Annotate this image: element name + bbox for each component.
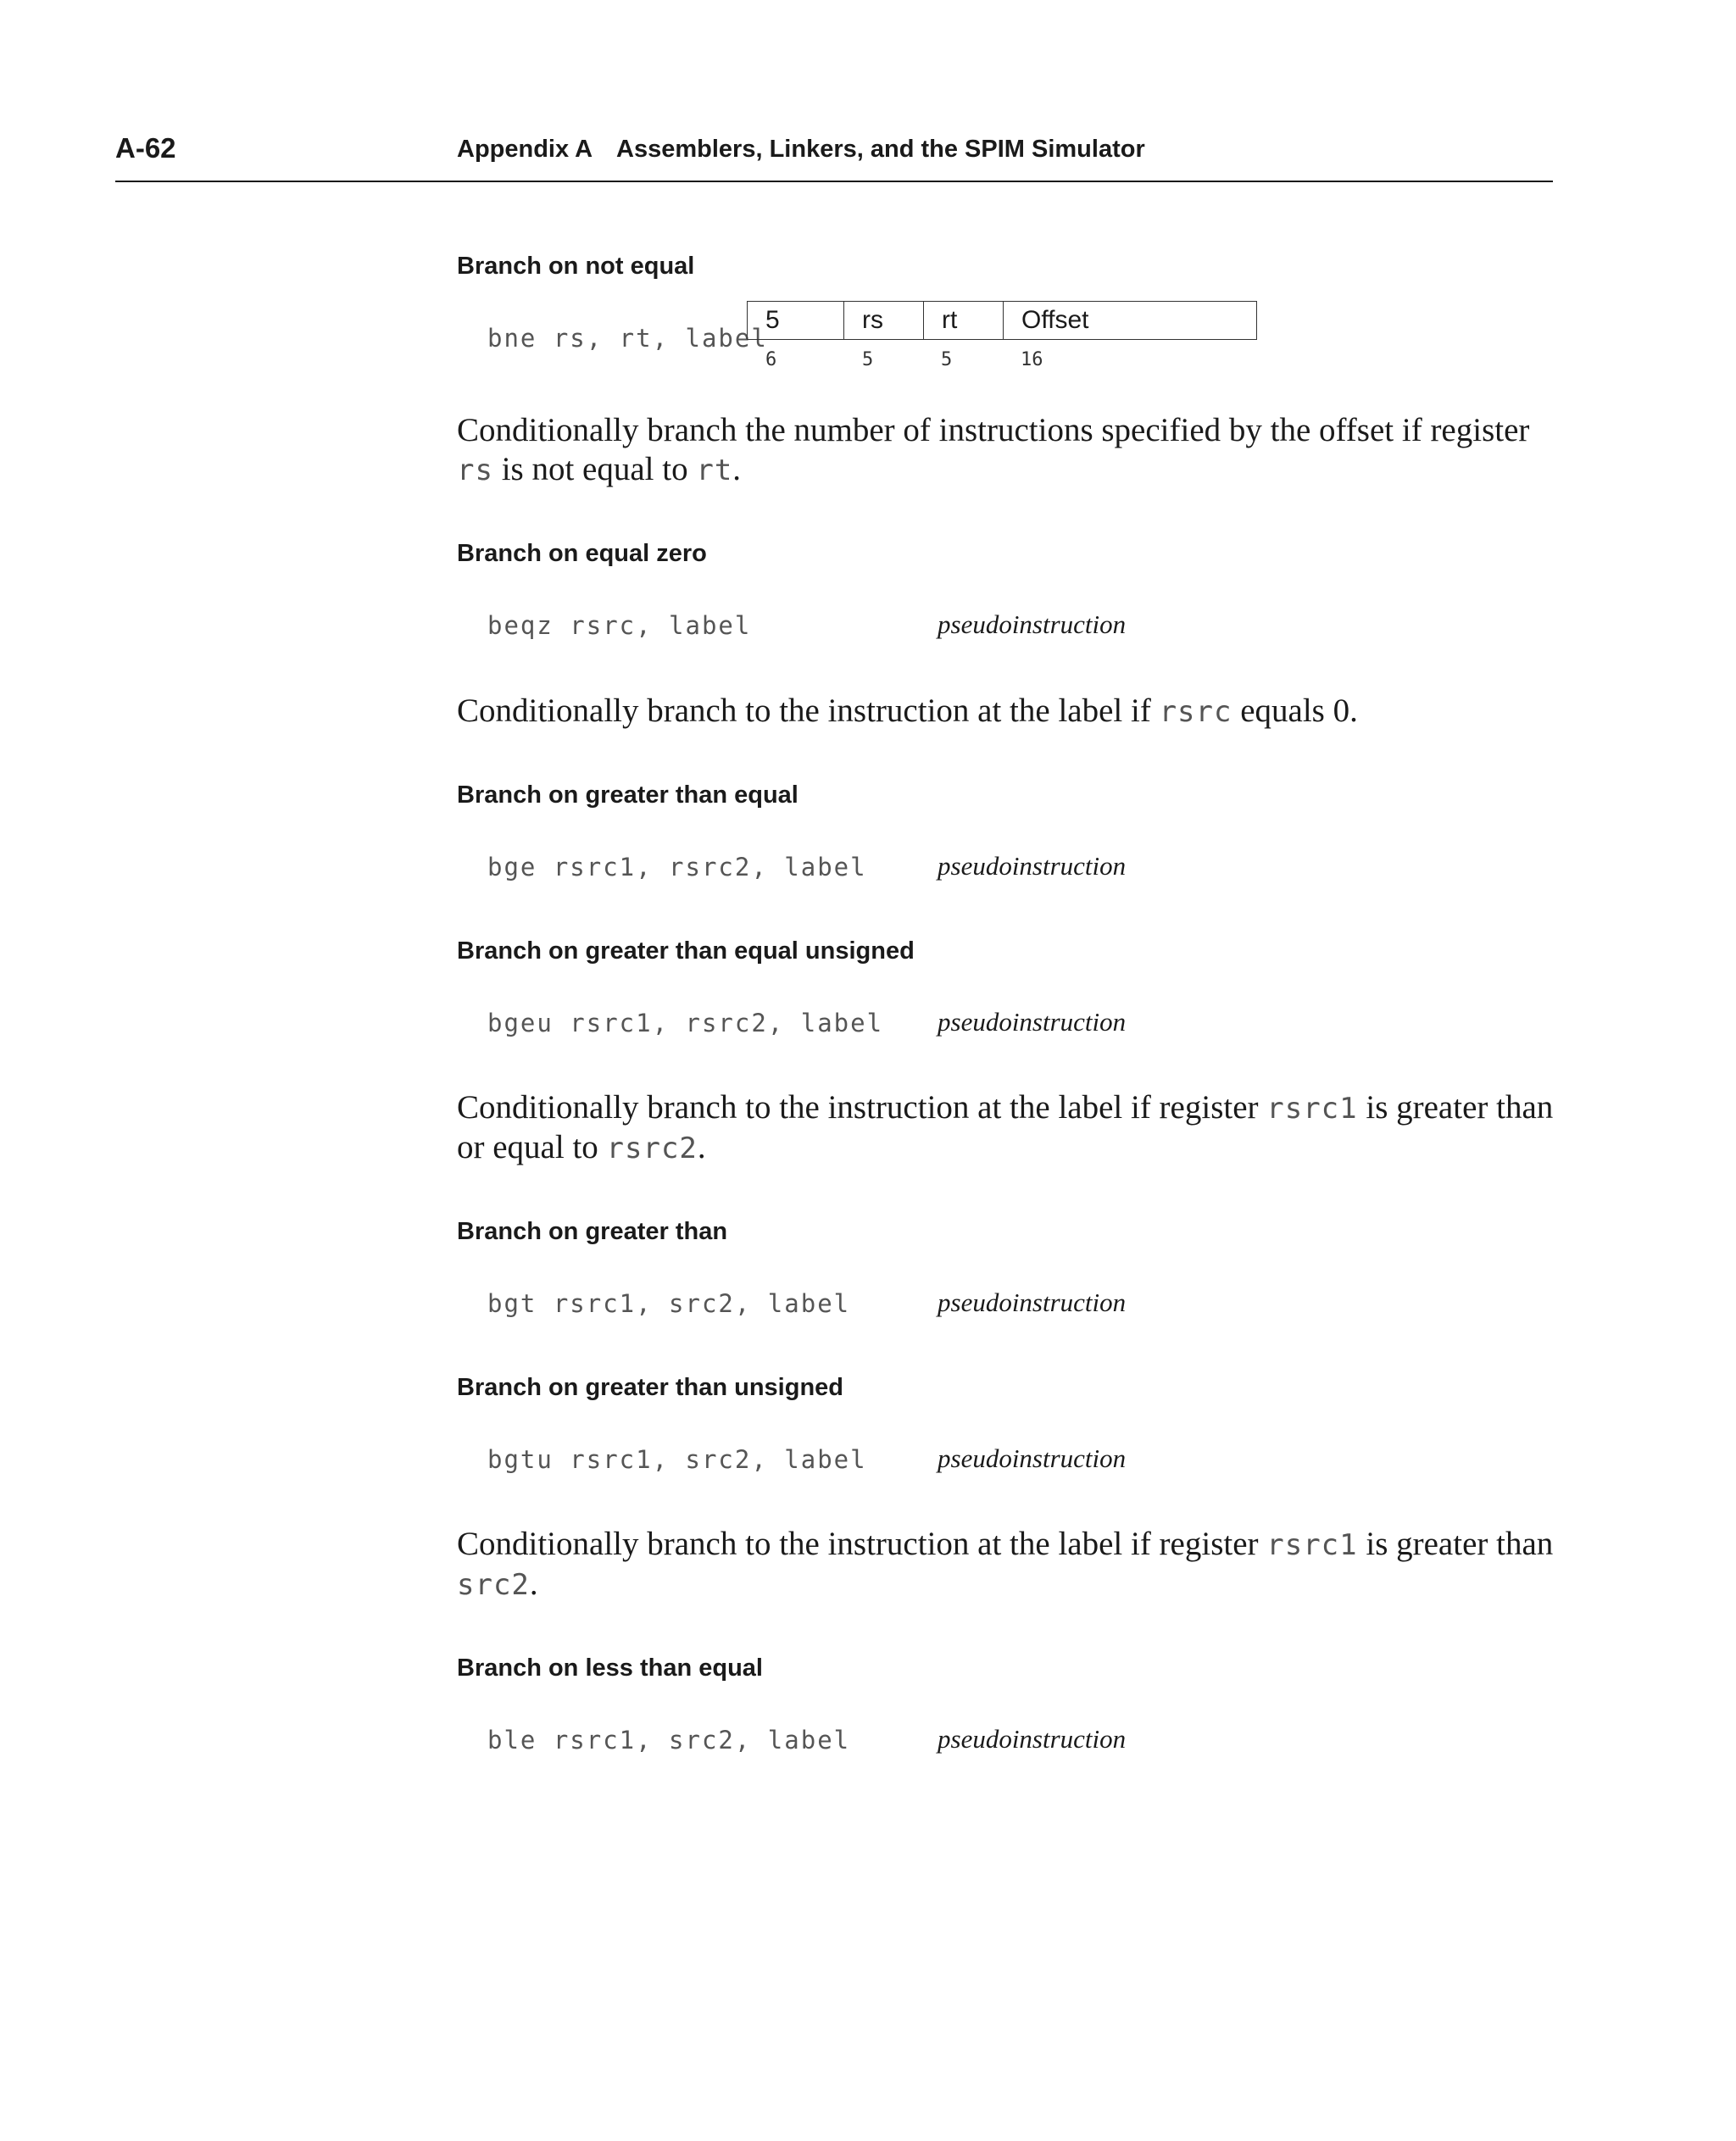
description-text: or equal to <box>457 1129 607 1165</box>
pseudoinstruction-note-bgtu: pseudoinstruction <box>938 1443 1127 1473</box>
format-width-rs: 5 <box>862 349 874 370</box>
syntax-beqz: beqz rsrc, label <box>487 611 752 640</box>
syntax-bge: bge rsrc1, rsrc2, label <box>487 853 867 881</box>
format-field-offset: Offset <box>1021 306 1089 334</box>
description-text: Conditionally branch to the instruction at the label if register <box>457 1089 1267 1126</box>
format-width-opcode: 6 <box>765 349 777 370</box>
syntax-bgt: bgt rsrc1, src2, label <box>487 1289 851 1318</box>
syntax-bgeu: bgeu rsrc1, rsrc2, label <box>487 1009 884 1037</box>
running-header <box>457 136 1145 164</box>
heading-bge: Branch on greater than equal <box>457 781 798 809</box>
description-bge <box>457 1088 1559 1168</box>
register-rsrc: rsrc <box>1159 695 1232 729</box>
heading-bne: Branch on not equal <box>457 253 695 280</box>
description-text: is greater than <box>1357 1089 1554 1126</box>
description-text: Conditionally branch the number of instructions specified by the offset if register <box>457 412 1530 448</box>
heading-beqz: Branch on equal zero <box>457 540 707 567</box>
description-beqz <box>457 692 1559 731</box>
heading-ble: Branch on less than equal <box>457 1654 763 1682</box>
chapter-title: Assemblers, Linkers, and the SPIM Simulator <box>616 136 1145 163</box>
register-src2: src2 <box>457 1568 530 1602</box>
description-text: . <box>529 1565 538 1602</box>
format-field-rs: rs <box>844 302 924 339</box>
header-rule <box>115 181 1553 182</box>
format-width-offset: 16 <box>1021 349 1043 370</box>
pseudoinstruction-note-bgeu: pseudoinstruction <box>938 1007 1127 1037</box>
description-bne <box>457 411 1559 490</box>
appendix-label: Appendix A <box>457 136 593 163</box>
heading-bgtu: Branch on greater than unsigned <box>457 1374 843 1401</box>
page-number: A-62 <box>115 132 176 164</box>
pseudoinstruction-note-ble: pseudoinstruction <box>938 1724 1127 1754</box>
description-text: Conditionally branch to the instruction at the label if <box>457 692 1160 729</box>
heading-bgeu: Branch on greater than equal unsigned <box>457 937 915 965</box>
description-text: is greater than <box>1357 1526 1554 1562</box>
syntax-bne: bne rs, rt, label <box>487 324 768 353</box>
format-width-rt: 5 <box>941 349 953 370</box>
register-rsrc1: rsrc1 <box>1266 1528 1358 1562</box>
syntax-ble: ble rsrc1, src2, label <box>487 1726 851 1755</box>
pseudoinstruction-note-bge: pseudoinstruction <box>938 851 1127 881</box>
instruction-format-box <box>747 301 1257 340</box>
description-bgt <box>457 1525 1559 1604</box>
syntax-bgtu: bgtu rsrc1, src2, label <box>487 1445 867 1474</box>
format-field-rt: rt <box>924 302 1004 339</box>
pseudoinstruction-note-beqz: pseudoinstruction <box>938 609 1127 639</box>
format-field-opcode: 5 <box>748 302 844 339</box>
description-text: equals 0. <box>1232 692 1358 729</box>
register-rsrc1: rsrc1 <box>1266 1092 1358 1126</box>
description-text: . <box>697 1129 706 1165</box>
heading-bgt: Branch on greater than <box>457 1218 728 1245</box>
pseudoinstruction-note-bgt: pseudoinstruction <box>938 1287 1127 1317</box>
register-rs: rs <box>457 453 493 487</box>
description-text: is not equal to <box>492 451 697 487</box>
description-text: Conditionally branch to the instruction at the label if register <box>457 1526 1267 1562</box>
description-text: . <box>732 451 742 487</box>
register-rsrc2: rsrc2 <box>606 1132 698 1165</box>
register-rt: rt <box>696 453 733 487</box>
